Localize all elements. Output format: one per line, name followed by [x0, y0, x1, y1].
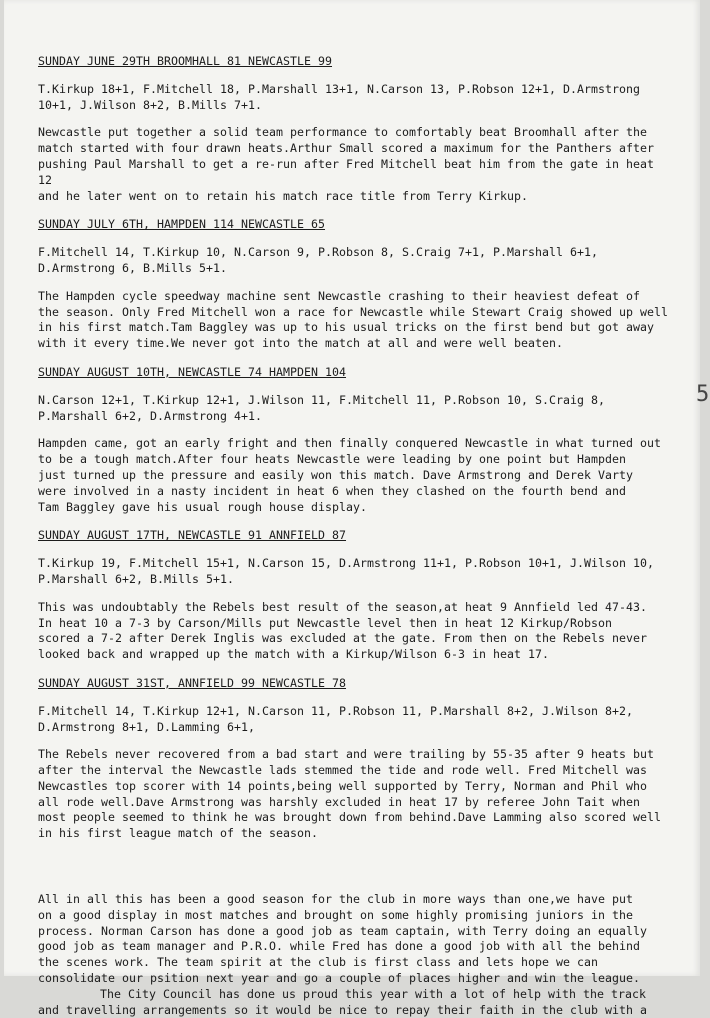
match-heading: SUNDAY JUNE 29TH BROOMHALL 81 NEWCASTLE 99	[38, 54, 333, 68]
match-text	[38, 436, 668, 515]
typed-page	[4, 0, 710, 1017]
match-text	[38, 125, 668, 204]
match-report	[38, 365, 668, 515]
summary-line: and travelling arrangements so it would be nice to repay their faith in the club with a	[38, 1002, 648, 1017]
text-line: most people seemed to think he was brought down from behind.Dave Lamming also scored well	[38, 810, 662, 825]
text-line: and he later went on to retain his match race title from Terry Kirkup.	[38, 188, 529, 203]
text-line: Newcastles top scorer with 14 points,being well supported by Terry, Norman and Phil who	[38, 778, 648, 793]
text-line: the season. Only Fred Mitchell won a race for Newcastle while Stewart Craig showed up well	[38, 304, 669, 319]
text-line: after the interval the Newcastle lads stemmed the tide and rode well. Fred Mitchell was	[38, 763, 648, 778]
scorers-line: F.Mitchell 14, T.Kirkup 12+1, N.Carson 11, P.Robson 11, P.Marshall 8+2, J.Wilson 8+2, D.Armstrong 8+1, D.Lamming 6+1,	[38, 703, 634, 734]
text-line: Newcastle put together a solid team performance to comfortably beat Broomhall after the	[38, 125, 648, 140]
scorers-line: F.Mitchell 14, T.Kirkup 10, N.Carson 9, P.Robson 8, S.Craig 7+1, P.Marshall 6+1, D.Armstrong 6, B.Mills 5+1.	[38, 245, 599, 275]
match-heading: SUNDAY AUGUST 10TH, NEWCASTLE 74 HAMPDEN 104	[38, 364, 347, 379]
match-report	[38, 217, 668, 352]
text-line: Tam Baggley gave his usual rough house display.	[38, 499, 368, 514]
text-line: In heat 10 a 7-3 by Carson/Mills put Newcastle level then in heat 12 Kirkup/Robson	[38, 615, 613, 630]
match-report	[38, 676, 668, 842]
summary-line: on a good display in most matches and brought on some highly promising juniors in the	[38, 907, 634, 922]
text-line: match started with four drawn heats.Arthur Small scored a maximum for the Panthers after	[38, 141, 655, 156]
summary-line: consolidate our psition next year and go a couple of places higher and win the league.	[38, 971, 641, 986]
text-line: pushing Paul Marshall to get a re-run after Fred Mitchell beat him from the gate in heat 12	[38, 156, 655, 187]
summary-line: the scenes work. The team spirit at the club is first class and lets hope we can	[38, 955, 599, 970]
page-content	[38, 54, 668, 1018]
text-line: all rode well.Dave Armstrong was harshly excluded in heat 17 by referee John Tait when	[38, 794, 641, 809]
text-line: This was undoubtably the Rebels best result of the season,at heat 9 Annfield led 47-43.	[38, 599, 648, 614]
match-heading: SUNDAY JULY 6TH, HAMPDEN 114 NEWCASTLE 65	[38, 217, 326, 232]
season-summary	[38, 892, 668, 1018]
text-line: looked back and wrapped up the match with a Kirkup/Wilson 6-3 in heat 17.	[38, 647, 550, 662]
text-line: in his first league match of the season.	[38, 826, 319, 841]
text-line: just turned up the pressure and easily won this match. Dave Armstrong and Derek Varty	[38, 467, 634, 482]
match-report	[38, 54, 668, 204]
match-heading: SUNDAY AUGUST 17TH, NEWCASTLE 91 ANNFIELD 87	[38, 528, 347, 543]
margin-mark: 5	[696, 382, 710, 407]
match-text	[38, 600, 668, 663]
summary-line: All in all this has been a good season for the club in more ways than one,we have put	[38, 892, 634, 907]
text-line: in his first match.Tam Baggley was up to his usual tricks on the first bend but got away	[38, 320, 655, 335]
match-text	[38, 747, 668, 842]
summary-line: The City Council has done us proud this year with a lot of help with the track	[100, 986, 647, 1001]
text-line: with it every time.We never got into the match at all and were well beaten.	[38, 336, 564, 351]
match-heading: SUNDAY AUGUST 31ST, ANNFIELD 99 NEWCASTLE 78	[38, 675, 347, 690]
text-line: scored a 7-2 after Derek Inglis was excluded at the gate. From then on the Rebels never	[38, 631, 648, 646]
scorers-line: T.Kirkup 18+1, F.Mitchell 18, P.Marshall 13+1, N.Carson 13, P.Robson 12+1, D.Armstrong 10+1, J.Wilson 8+2, B.Mills 7+1.	[38, 81, 641, 112]
scorers-line: N.Carson 12+1, T.Kirkup 12+1, J.Wilson 11, F.Mitchell 11, P.Robson 10, S.Craig 8, P.Marshall 6+2, D.Armstrong 4+1.	[38, 392, 606, 423]
match-report	[38, 528, 668, 663]
text-line: were involved in a nasty incident in heat 6 when they clashed on the fourth bend and	[38, 483, 627, 498]
match-text	[38, 289, 668, 352]
text-line: Hampden came, got an early fright and then finally conquered Newcastle in what turned out	[38, 436, 662, 451]
summary-line: process. Norman Carson has done a good job as team captain, with Terry doing an equally	[38, 923, 648, 938]
text-line: to be a tough match.After four heats Newcastle were leading by one point but Hampden	[38, 452, 627, 467]
text-line: The Hampden cycle speedway machine sent Newcastle crashing to their heaviest defeat of	[38, 288, 641, 303]
summary-line: good job as team manager and P.R.O. while Fred has done a good job with all the behind	[38, 939, 641, 954]
scorers-line: T.Kirkup 19, F.Mitchell 15+1, N.Carson 15, D.Armstrong 11+1, P.Robson 10+1, J.Wilson 10, P.Marshall 6+2, B.Mills 5+1.	[38, 556, 655, 586]
text-line: The Rebels never recovered from a bad start and were trailing by 55-35 after 9 heats but	[38, 747, 655, 762]
